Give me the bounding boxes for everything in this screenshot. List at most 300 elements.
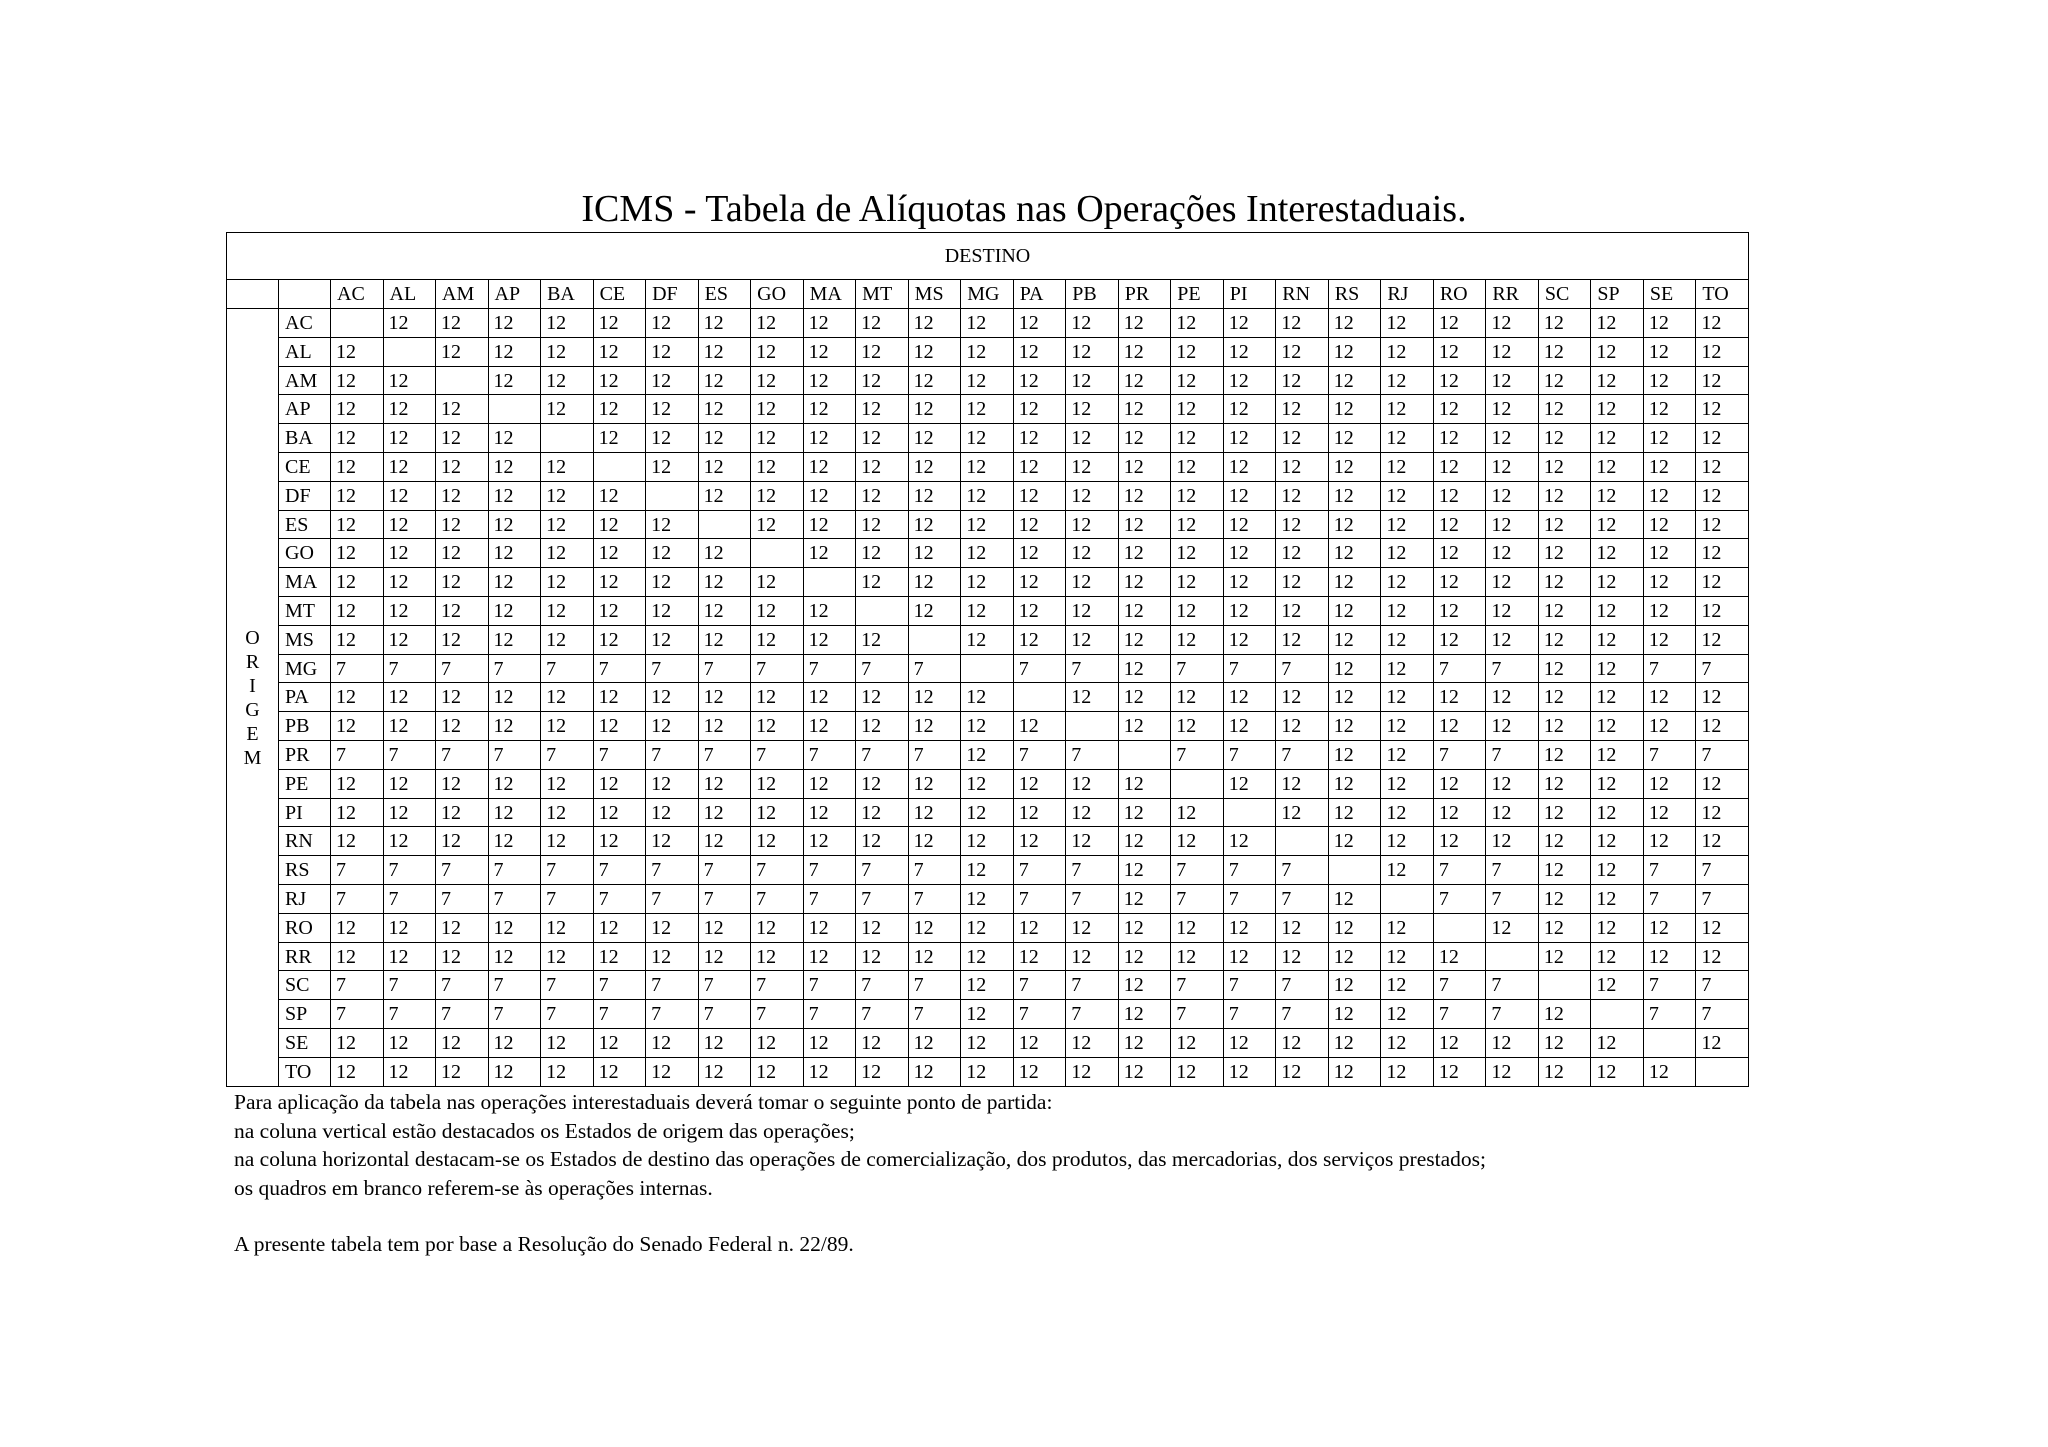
rate-cell: 12 — [1066, 424, 1119, 453]
rate-cell: 12 — [593, 366, 646, 395]
rate-cell: 12 — [1328, 1029, 1381, 1058]
rate-cell: 12 — [961, 769, 1014, 798]
rate-cell: 12 — [331, 625, 384, 654]
rate-cell: 12 — [383, 568, 436, 597]
rate-cell: 7 — [803, 856, 856, 885]
page-title: ICMS - Tabela de Alíquotas nas Operações Interestaduais. — [581, 188, 1467, 230]
rate-cell: 12 — [593, 1029, 646, 1058]
rate-cell: 12 — [803, 481, 856, 510]
rate-cell: 12 — [1696, 539, 1749, 568]
rate-cell: 12 — [803, 798, 856, 827]
rate-cell: 12 — [1013, 309, 1066, 338]
rate-cell: 12 — [1066, 309, 1119, 338]
rate-cell: 7 — [751, 654, 804, 683]
rate-cell: 12 — [1591, 337, 1644, 366]
rate-cell: 12 — [436, 597, 489, 626]
rate-cell: 12 — [1066, 1029, 1119, 1058]
rate-cell: 12 — [1381, 1029, 1434, 1058]
rate-cell: 12 — [803, 769, 856, 798]
rate-cell: 12 — [856, 769, 909, 798]
rate-cell: 12 — [698, 597, 751, 626]
rate-cell — [383, 337, 436, 366]
rate-cell: 12 — [698, 798, 751, 827]
rate-cell: 7 — [1066, 971, 1119, 1000]
rate-cell: 12 — [1696, 337, 1749, 366]
rate-cell: 12 — [961, 309, 1014, 338]
rate-cell: 12 — [961, 481, 1014, 510]
rate-cell: 12 — [1066, 683, 1119, 712]
rate-cell: 12 — [1066, 913, 1119, 942]
rate-cell: 12 — [1538, 798, 1591, 827]
rate-cell: 12 — [1381, 366, 1434, 395]
rate-cell: 12 — [1066, 395, 1119, 424]
rate-cell: 12 — [1171, 510, 1224, 539]
rate-cell: 7 — [646, 741, 699, 770]
rate-cell: 7 — [1066, 885, 1119, 914]
rate-cell: 7 — [436, 971, 489, 1000]
origem-letter: G — [245, 698, 260, 721]
rate-cell: 12 — [1538, 539, 1591, 568]
rate-cell: 12 — [436, 798, 489, 827]
table-row — [227, 798, 1749, 827]
dest-header-al: AL — [383, 279, 436, 308]
rate-cell: 12 — [541, 1029, 594, 1058]
rate-cell: 12 — [961, 1000, 1014, 1029]
rate-cell: 12 — [488, 424, 541, 453]
rate-cell: 12 — [1223, 510, 1276, 539]
rate-cell: 7 — [803, 654, 856, 683]
rate-cell: 7 — [856, 654, 909, 683]
table-row — [227, 913, 1749, 942]
rate-cell: 12 — [1013, 712, 1066, 741]
rate-cell: 7 — [1171, 654, 1224, 683]
rate-cell: 12 — [1013, 942, 1066, 971]
rate-cell: 12 — [908, 1029, 961, 1058]
rate-cell — [1276, 827, 1329, 856]
rate-cell: 12 — [908, 683, 961, 712]
rate-cell: 12 — [1381, 712, 1434, 741]
origem-letter: O — [245, 626, 260, 649]
rate-cell: 12 — [803, 712, 856, 741]
rate-cell: 12 — [1013, 798, 1066, 827]
origin-label-go: GO — [279, 539, 331, 568]
rate-cell: 12 — [961, 798, 1014, 827]
rate-cell: 12 — [1223, 568, 1276, 597]
rate-cell: 7 — [1486, 885, 1539, 914]
rate-cell: 12 — [541, 366, 594, 395]
rate-cell: 12 — [646, 309, 699, 338]
origin-label-sc: SC — [279, 971, 331, 1000]
rate-cell: 12 — [383, 1057, 436, 1086]
rate-cell: 7 — [488, 856, 541, 885]
rate-cell: 12 — [1643, 337, 1696, 366]
rate-cell: 12 — [1486, 913, 1539, 942]
rate-cell: 7 — [803, 741, 856, 770]
rate-cell: 12 — [1328, 827, 1381, 856]
rate-cell: 12 — [1223, 453, 1276, 482]
origin-label-ms: MS — [279, 625, 331, 654]
rate-cell: 12 — [1696, 827, 1749, 856]
corner-cell — [227, 279, 279, 308]
rate-cell: 7 — [1643, 856, 1696, 885]
destino-header-row — [227, 233, 1749, 280]
rate-cell: 12 — [1171, 366, 1224, 395]
rate-cell: 12 — [1013, 827, 1066, 856]
rate-cell: 12 — [1486, 424, 1539, 453]
rate-cell: 12 — [751, 453, 804, 482]
rate-cell: 12 — [856, 568, 909, 597]
table-row — [227, 453, 1749, 482]
rate-cell: 12 — [331, 769, 384, 798]
rate-cell: 12 — [1118, 597, 1171, 626]
rate-cell — [1433, 913, 1486, 942]
rate-cell: 12 — [1486, 1029, 1539, 1058]
rate-cell: 12 — [331, 481, 384, 510]
rate-cell: 12 — [541, 539, 594, 568]
rate-cell: 12 — [1118, 654, 1171, 683]
rate-cell: 7 — [1223, 856, 1276, 885]
rate-cell: 7 — [1223, 654, 1276, 683]
rate-cell: 12 — [698, 712, 751, 741]
rate-cell: 7 — [751, 971, 804, 1000]
rate-cell: 7 — [593, 856, 646, 885]
rate-cell: 12 — [646, 798, 699, 827]
rate-cell: 7 — [1486, 971, 1539, 1000]
rate-cell: 12 — [1591, 885, 1644, 914]
dest-header-pb: PB — [1066, 279, 1119, 308]
dest-header-se: SE — [1643, 279, 1696, 308]
rate-cell: 7 — [436, 885, 489, 914]
rate-cell: 7 — [436, 741, 489, 770]
rate-cell: 12 — [908, 510, 961, 539]
rate-cell — [1223, 798, 1276, 827]
rate-cell: 12 — [1538, 1000, 1591, 1029]
origin-label-es: ES — [279, 510, 331, 539]
rate-cell — [1538, 971, 1591, 1000]
rate-cell: 12 — [331, 827, 384, 856]
rate-cell: 12 — [1276, 712, 1329, 741]
rate-cell: 7 — [1171, 1000, 1224, 1029]
rate-cell: 12 — [1381, 827, 1434, 856]
rate-cell: 7 — [1643, 741, 1696, 770]
dest-header-es: ES — [698, 279, 751, 308]
rate-cell: 12 — [383, 798, 436, 827]
rate-cell: 12 — [1538, 481, 1591, 510]
rate-cell: 7 — [593, 741, 646, 770]
state-header-row — [227, 279, 1749, 308]
rate-cell — [1381, 885, 1434, 914]
rate-cell: 12 — [436, 424, 489, 453]
rate-cell: 12 — [856, 453, 909, 482]
rate-cell: 12 — [1013, 769, 1066, 798]
rate-cell: 12 — [1486, 481, 1539, 510]
dest-header-df: DF — [646, 279, 699, 308]
rate-cell: 12 — [908, 395, 961, 424]
rate-cell: 12 — [1538, 1029, 1591, 1058]
rate-cell: 12 — [908, 712, 961, 741]
rate-cell: 12 — [646, 827, 699, 856]
rate-cell: 12 — [751, 510, 804, 539]
rate-cell: 7 — [436, 1000, 489, 1029]
rate-cell: 12 — [1118, 1057, 1171, 1086]
rate-cell: 12 — [593, 942, 646, 971]
rate-cell: 12 — [646, 424, 699, 453]
dest-header-to: TO — [1696, 279, 1749, 308]
rate-cell: 12 — [1118, 510, 1171, 539]
rate-cell: 12 — [1433, 1029, 1486, 1058]
rate-cell: 12 — [1538, 942, 1591, 971]
rate-cell: 12 — [1223, 1029, 1276, 1058]
rate-cell: 7 — [1433, 856, 1486, 885]
rate-cell: 12 — [541, 337, 594, 366]
rate-cell: 7 — [593, 654, 646, 683]
rate-cell: 12 — [1276, 1029, 1329, 1058]
rate-cell: 12 — [1433, 769, 1486, 798]
rate-cell: 12 — [383, 683, 436, 712]
rate-cell: 12 — [436, 481, 489, 510]
rate-cell: 12 — [1118, 798, 1171, 827]
rate-cell: 12 — [1486, 366, 1539, 395]
rate-cell: 12 — [383, 309, 436, 338]
rate-cell: 12 — [1118, 885, 1171, 914]
note-line: Para aplicação da tabela nas operações interestaduais deverá tomar o seguinte ponto de partida: — [234, 1090, 1053, 1114]
rate-cell — [1118, 741, 1171, 770]
rate-cell: 12 — [1276, 683, 1329, 712]
rate-cell — [1066, 712, 1119, 741]
rate-cell: 12 — [646, 625, 699, 654]
table-row — [227, 1000, 1749, 1029]
rate-cell: 12 — [541, 798, 594, 827]
rate-cell: 12 — [803, 539, 856, 568]
rate-cell: 12 — [803, 366, 856, 395]
rate-cell: 12 — [803, 453, 856, 482]
rate-cell: 7 — [1013, 1000, 1066, 1029]
rate-cell: 12 — [1381, 1057, 1434, 1086]
note-line: os quadros em branco referem-se às operações internas. — [234, 1175, 713, 1200]
rate-cell: 12 — [1381, 654, 1434, 683]
rate-cell: 12 — [1433, 337, 1486, 366]
rate-cell — [1328, 856, 1381, 885]
rate-cell: 12 — [383, 539, 436, 568]
rate-cell: 12 — [1328, 539, 1381, 568]
rate-cell: 12 — [1276, 597, 1329, 626]
rate-cell: 12 — [593, 1057, 646, 1086]
rate-cell: 12 — [1433, 539, 1486, 568]
rate-cell: 12 — [1171, 539, 1224, 568]
rate-cell: 12 — [1066, 625, 1119, 654]
rate-cell: 12 — [1328, 712, 1381, 741]
rate-cell: 12 — [1328, 942, 1381, 971]
rate-cell: 12 — [1276, 913, 1329, 942]
rate-cell: 12 — [1696, 1029, 1749, 1058]
rate-cell: 12 — [1433, 510, 1486, 539]
rate-cell: 12 — [1328, 597, 1381, 626]
rate-cell: 12 — [331, 337, 384, 366]
rate-cell: 12 — [1171, 712, 1224, 741]
origin-label-ap: AP — [279, 395, 331, 424]
rate-cell: 7 — [646, 654, 699, 683]
rate-cell: 12 — [1171, 827, 1224, 856]
rate-cell: 12 — [1538, 885, 1591, 914]
rate-cell: 12 — [593, 827, 646, 856]
rate-cell: 12 — [856, 913, 909, 942]
rate-cell: 12 — [1591, 424, 1644, 453]
rate-cell: 7 — [908, 654, 961, 683]
rate-cell: 12 — [1171, 683, 1224, 712]
rate-cell: 7 — [1486, 654, 1539, 683]
rate-cell: 7 — [1171, 856, 1224, 885]
rate-cell: 12 — [961, 366, 1014, 395]
rate-cell: 12 — [961, 971, 1014, 1000]
rate-cell: 12 — [383, 827, 436, 856]
rate-cell: 12 — [1591, 510, 1644, 539]
rate-cell: 7 — [856, 1000, 909, 1029]
rate-cell: 12 — [1433, 453, 1486, 482]
rate-cell: 12 — [488, 568, 541, 597]
rate-cell: 12 — [1381, 309, 1434, 338]
rate-cell — [541, 424, 594, 453]
rate-cell: 12 — [436, 712, 489, 741]
rate-cell: 7 — [1066, 741, 1119, 770]
rate-cell: 12 — [1013, 913, 1066, 942]
rate-cell: 12 — [593, 481, 646, 510]
rate-cell: 12 — [1328, 625, 1381, 654]
rate-cell: 12 — [961, 337, 1014, 366]
rate-cell: 12 — [541, 827, 594, 856]
rate-cell: 12 — [1643, 395, 1696, 424]
rate-cell: 12 — [856, 625, 909, 654]
rate-cell: 12 — [1643, 769, 1696, 798]
table-row — [227, 1029, 1749, 1058]
rate-cell: 12 — [1171, 424, 1224, 453]
rate-cell: 12 — [1118, 683, 1171, 712]
rate-cell: 12 — [1643, 481, 1696, 510]
rate-cell: 12 — [646, 539, 699, 568]
rate-cell: 12 — [751, 769, 804, 798]
rate-cell: 12 — [541, 913, 594, 942]
rate-cell: 12 — [1538, 424, 1591, 453]
rate-cell: 12 — [1013, 597, 1066, 626]
rate-cell: 12 — [1486, 712, 1539, 741]
dest-header-sp: SP — [1591, 279, 1644, 308]
rate-cell — [698, 510, 751, 539]
rate-cell: 12 — [803, 395, 856, 424]
rate-cell: 12 — [488, 942, 541, 971]
rate-cell: 12 — [1538, 597, 1591, 626]
table-row — [227, 395, 1749, 424]
rate-cell: 12 — [1118, 856, 1171, 885]
rate-cell: 12 — [803, 913, 856, 942]
dest-header-pr: PR — [1118, 279, 1171, 308]
rate-cell: 12 — [1433, 712, 1486, 741]
rate-cell: 12 — [908, 913, 961, 942]
rate-cell: 12 — [1118, 712, 1171, 741]
rate-cell: 12 — [436, 1057, 489, 1086]
rate-cell: 12 — [1433, 625, 1486, 654]
rate-cell: 12 — [436, 337, 489, 366]
rate-cell: 12 — [593, 769, 646, 798]
rate-cell: 12 — [1223, 625, 1276, 654]
table-row — [227, 366, 1749, 395]
rate-cell: 12 — [856, 424, 909, 453]
rate-cell: 12 — [803, 1029, 856, 1058]
rate-cell: 12 — [1223, 712, 1276, 741]
rate-cell: 12 — [1643, 827, 1696, 856]
rate-cell: 7 — [1013, 856, 1066, 885]
rate-cell — [1486, 942, 1539, 971]
table-row — [227, 1057, 1749, 1086]
rate-cell: 12 — [1223, 539, 1276, 568]
rate-cell: 7 — [331, 654, 384, 683]
rate-cell: 12 — [383, 453, 436, 482]
rate-cell: 12 — [751, 1057, 804, 1086]
rate-cell: 7 — [383, 741, 436, 770]
origin-label-se: SE — [279, 1029, 331, 1058]
rate-cell: 12 — [1538, 827, 1591, 856]
rate-cell: 12 — [1013, 481, 1066, 510]
rate-cell: 12 — [1328, 309, 1381, 338]
rate-cell: 12 — [1223, 424, 1276, 453]
rate-cell: 12 — [1591, 971, 1644, 1000]
rate-cell: 12 — [646, 942, 699, 971]
rate-cell: 12 — [488, 625, 541, 654]
dest-header-am: AM — [436, 279, 489, 308]
rate-cell: 12 — [908, 366, 961, 395]
rate-cell: 12 — [1328, 913, 1381, 942]
rate-cell: 12 — [1433, 424, 1486, 453]
rate-cell: 12 — [1486, 395, 1539, 424]
rate-cell: 12 — [751, 827, 804, 856]
rate-cell: 12 — [1643, 424, 1696, 453]
rate-cell: 12 — [331, 798, 384, 827]
rate-cell: 12 — [1486, 1057, 1539, 1086]
rate-cell: 12 — [1013, 337, 1066, 366]
table-row — [227, 510, 1749, 539]
rate-cell: 12 — [856, 337, 909, 366]
rate-cell: 12 — [1696, 453, 1749, 482]
rate-cell: 12 — [436, 510, 489, 539]
rate-cell: 12 — [646, 769, 699, 798]
rate-cell: 7 — [1433, 654, 1486, 683]
rate-cell: 7 — [1696, 885, 1749, 914]
rate-cell: 7 — [1696, 741, 1749, 770]
rate-cell: 12 — [1066, 337, 1119, 366]
origin-label-rj: RJ — [279, 885, 331, 914]
rate-cell: 12 — [646, 568, 699, 597]
rate-cell: 12 — [1486, 597, 1539, 626]
rate-cell: 12 — [1276, 395, 1329, 424]
rate-cell: 12 — [436, 395, 489, 424]
rate-cell: 12 — [1328, 654, 1381, 683]
rate-cell: 12 — [908, 1057, 961, 1086]
rate-cell: 12 — [541, 309, 594, 338]
rate-cell: 7 — [1066, 654, 1119, 683]
rate-cell: 12 — [1591, 366, 1644, 395]
rate-cell: 12 — [436, 683, 489, 712]
rate-cell: 12 — [1328, 366, 1381, 395]
rate-cell: 12 — [1328, 568, 1381, 597]
rate-cell: 12 — [1223, 942, 1276, 971]
rate-cell: 12 — [1066, 827, 1119, 856]
rate-cell: 12 — [908, 539, 961, 568]
table-row — [227, 942, 1749, 971]
rate-cell: 12 — [1486, 683, 1539, 712]
rate-cell: 12 — [1118, 424, 1171, 453]
rate-cell: 12 — [1486, 625, 1539, 654]
rate-cell: 12 — [1381, 683, 1434, 712]
rate-cell: 12 — [1328, 885, 1381, 914]
rate-cell: 12 — [1171, 568, 1224, 597]
